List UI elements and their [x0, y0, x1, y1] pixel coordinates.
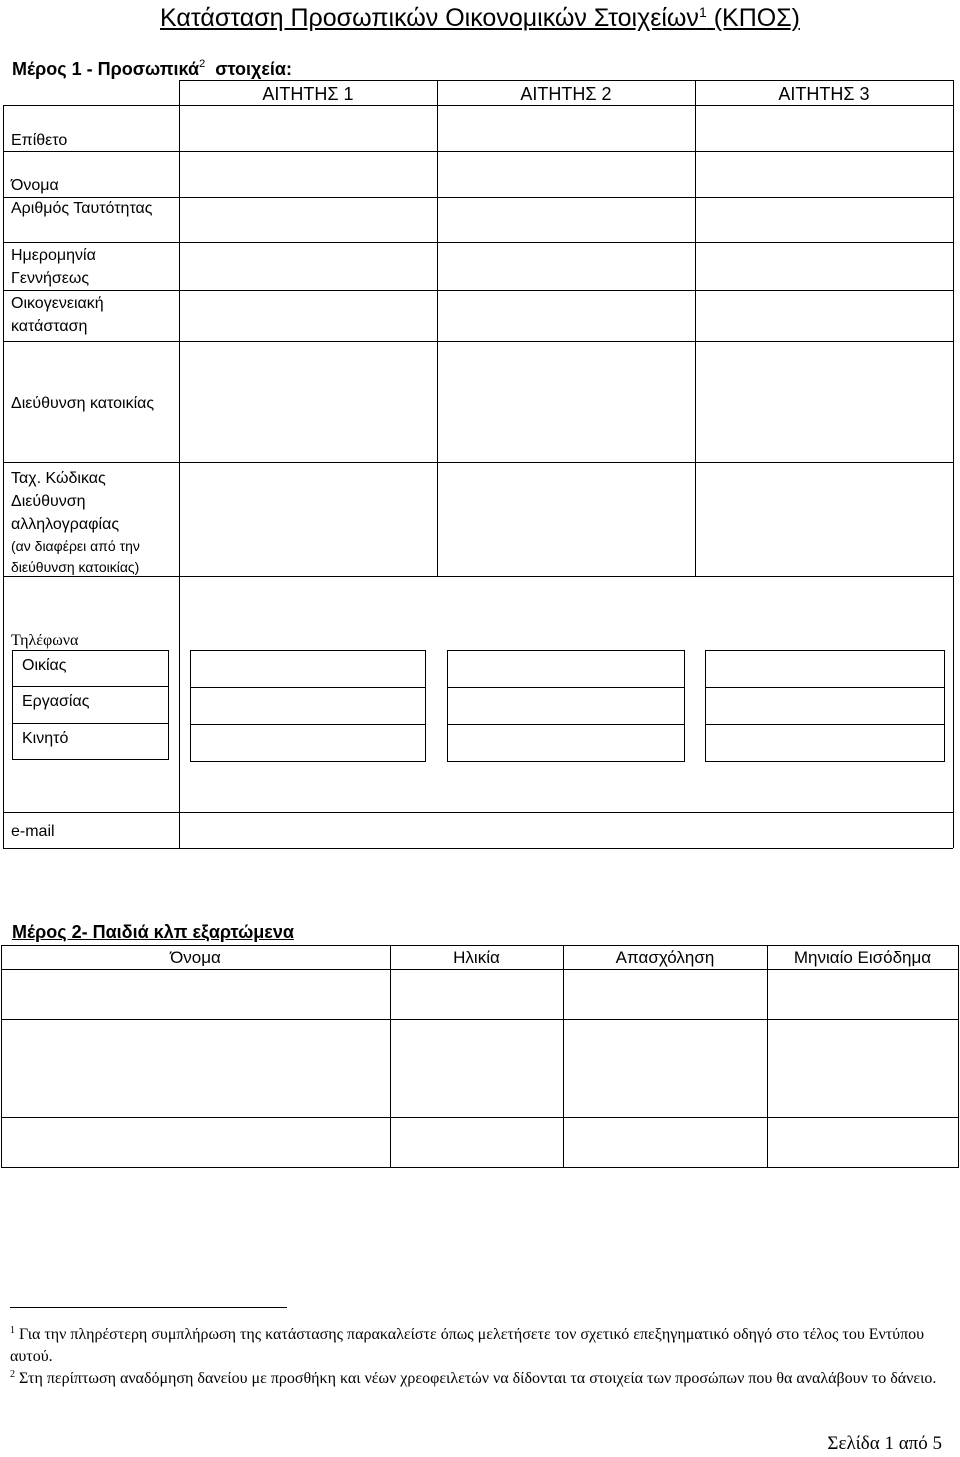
applicant3-phone-fields[interactable] — [705, 650, 945, 762]
phones-label: Τηλέφωνα — [11, 632, 79, 649]
applicant3-column-header: ΑΙΤΗΤΗΣ 3 — [778, 84, 870, 104]
surname-label: Επίθετο — [11, 132, 68, 149]
footnote-1: $^1$ Για την πληρέστερη συμπλήρωση της κατάστασης παρακαλείστε όπως μελετήσετε τον σχετικό επεξηγηματικό οδηγό στο τέλος του Εντύπου αυτού. — [10, 1325, 925, 1365]
part2-heading: Μέρος 2- Παιδιά κλπ εξαρτώμενα — [12, 922, 294, 942]
dependents-occupation-header: Απασχόληση — [615, 948, 715, 967]
birth-date-label: Ημερομηνία Γεννήσεως — [11, 247, 96, 287]
part1-heading: Μέρος 1 - Προσωπικά$^2$ στοιχεία: — [12, 58, 292, 79]
page-title: Κατάσταση Προσωπικών Οικονομικών Στοιχείων$^1$ (ΚΠΟΣ) — [160, 4, 800, 32]
applicant2-phone-fields[interactable] — [447, 650, 685, 762]
mailing-address-label: Διεύθυνση αλληλογραφίας — [11, 493, 120, 533]
phone-work-label: Εργασίας — [22, 693, 90, 710]
mailing-address-note: (αν διαφέρει από την διεύθυνση κατοικίας) — [11, 538, 140, 575]
postal-code-label: Ταχ. Κώδικας — [11, 470, 106, 487]
applicant1-column-header: ΑΙΤΗΤΗΣ 1 — [262, 84, 354, 104]
phone-mobile-label: Κινητό — [22, 730, 69, 747]
footnote-2: $^2$ Στη περίπτωση αναδόμηση δανείου με προσθήκη και νέων χρεοφειλετών να δίδονται τα στοιχεία των προσώπων που θα αναλάβουν το δάνειο. — [10, 1369, 937, 1387]
dependents-name-header: Όνομα — [170, 948, 221, 967]
applicant1-phone-fields[interactable] — [190, 650, 426, 762]
residence-address-label: Διεύθυνση κατοικίας — [11, 395, 155, 412]
phone-home-label: Οικίας — [22, 657, 67, 674]
dependents-income-header: Μηνιαίο Εισόδημα — [793, 948, 932, 967]
email-label: e-mail — [11, 823, 55, 840]
dependents-age-header: Ηλικία — [453, 948, 500, 967]
page-number: Σελίδα 1 από 5 — [827, 1433, 942, 1454]
name-label: Όνομα — [11, 177, 59, 194]
marital-status-label: Οικογενειακή κατάσταση — [11, 295, 104, 335]
id-number-label: Αριθμός Ταυτότητας — [11, 200, 153, 217]
footnote-separator — [10, 1307, 287, 1308]
applicant2-column-header: ΑΙΤΗΤΗΣ 2 — [520, 84, 612, 104]
